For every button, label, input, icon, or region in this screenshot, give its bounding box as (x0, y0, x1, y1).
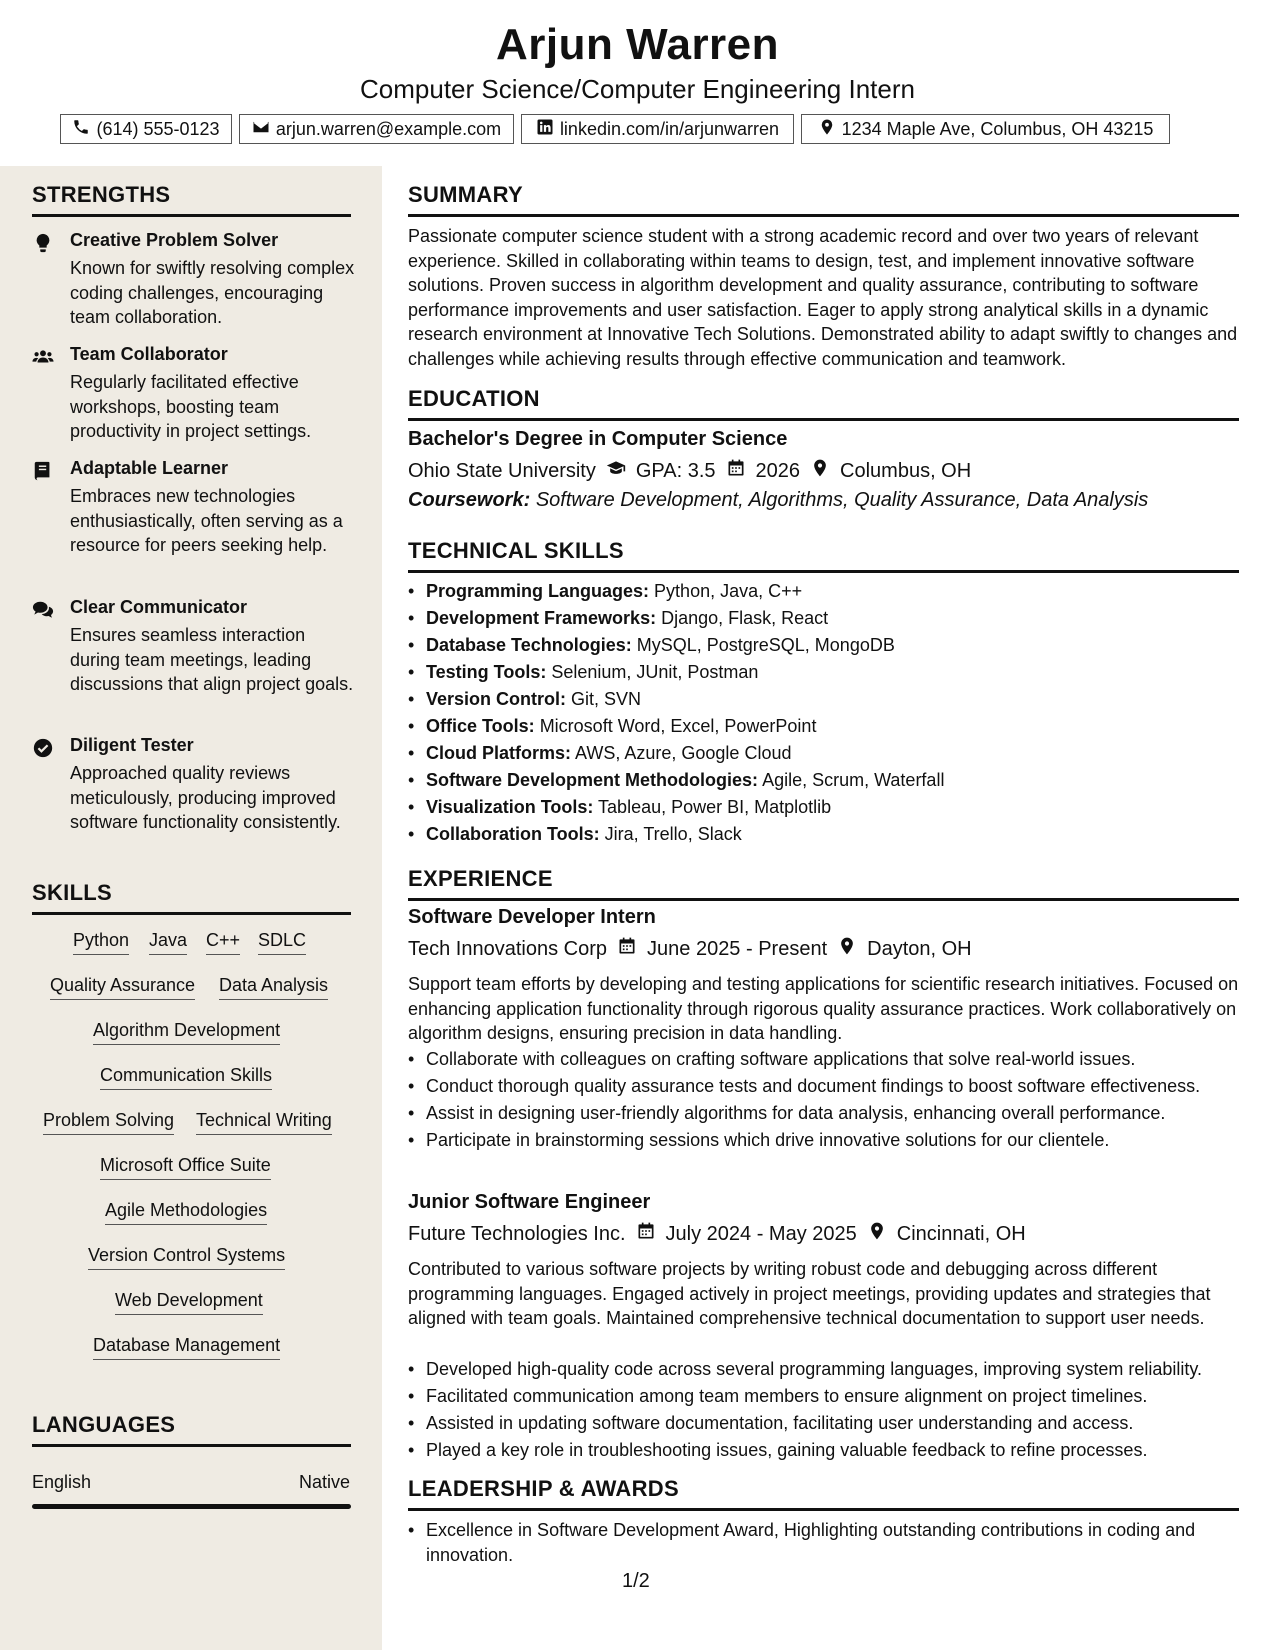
skill-value: Selenium, JUnit, Postman (551, 662, 759, 682)
strength-desc: Ensures seamless interaction during team meetings, leading discussions that align project goals. (70, 625, 354, 694)
skill-value: AWS, Azure, Google Cloud (575, 743, 792, 763)
list-item (408, 633, 1253, 658)
language-level-bar (32, 1504, 351, 1509)
list-item: • Facilitated communication among team members to ensure alignment on project timelines. (408, 1384, 1253, 1409)
education-location: Columbus, OH (840, 459, 972, 482)
skill-chip: Data Analysis (219, 975, 328, 1000)
skills-heading: SKILLS (32, 880, 113, 905)
education-rule (408, 418, 1239, 421)
skills-rule (32, 912, 351, 915)
strength-title: Creative Problem Solver (70, 230, 279, 250)
skill-chip: Agile Methodologies (105, 1200, 267, 1225)
skill-chip: Communication Skills (100, 1065, 272, 1090)
contact-email-text: arjun.warren@example.com (275, 118, 502, 139)
strengths-heading: STRENGTHS (32, 182, 171, 207)
job-description: Support team efforts by developing and testing applications for scientific research initiatives. Focused on enhancing application functionality through rigorous quality assurance practices. Work collaboratively on algorithm designs, ensuring precision in data handling. (408, 974, 1239, 1043)
contact-linkedin[interactable] (521, 114, 794, 144)
experience-rule (408, 898, 1239, 901)
list-item (408, 660, 1253, 685)
job-bullets (408, 1357, 1253, 1465)
strength-title: Clear Communicator (70, 597, 248, 617)
skill-chip: Algorithm Development (93, 1020, 280, 1045)
skill-chip: Java (149, 930, 187, 955)
list-item (408, 741, 1253, 766)
comments-icon (32, 599, 54, 621)
candidate-role: Computer Science/Computer Engineering Intern (360, 74, 915, 104)
skill-chip: Microsoft Office Suite (100, 1155, 271, 1180)
job-meta (408, 1221, 1026, 1247)
skill-chip: Database Management (93, 1335, 280, 1360)
skill-value: Django, Flask, React (661, 608, 829, 628)
contact-bar (60, 114, 1210, 144)
skill-value: Python, Java, C++ (654, 581, 803, 601)
strength-desc: Regularly facilitated effective workshops, boosting team productivity in project settings. (70, 372, 312, 441)
list-item: • Developed high-quality code across several programming languages, improving system reliability. (408, 1357, 1253, 1382)
job-title: Software Developer Intern (408, 906, 656, 928)
gpa: GPA: 3.5 (635, 459, 716, 482)
candidate-name: Arjun Warren (495, 20, 780, 69)
skill-chip: SDLC (258, 930, 306, 955)
skill-label: Version Control: (426, 689, 567, 709)
phone-icon (72, 118, 90, 141)
resume-header (0, 0, 1275, 166)
lightbulb-icon (32, 232, 54, 254)
strength-title: Team Collaborator (70, 344, 228, 364)
book-icon (32, 460, 54, 482)
coursework-line (408, 489, 1148, 512)
skill-label: Collaboration Tools: (426, 824, 600, 844)
list-item (408, 579, 1253, 604)
technical-skills-rule (408, 570, 1239, 573)
list-item: • Participate in brainstorming sessions which drive innovative solutions for our clientele. (408, 1128, 1253, 1153)
calendar-icon (617, 936, 637, 962)
job-dates: July 2024 - May 2025 (665, 1222, 857, 1245)
list-item (408, 822, 1253, 847)
leadership-heading: LEADERSHIP & AWARDS (408, 1476, 679, 1501)
calendar-icon (726, 458, 746, 484)
summary-text: Passionate computer science student with a strong academic record and over two years of relevant experience. Skilled in collaborating within teams to design, test, and implement innovative software solutions. Proven success in algorithm development and quality assurance, contributing to software performance improvements and user satisfaction. Eager to apply strong analytical skills in a dynamic research environment at Innovative Tech Solutions. Demonstrated ability to adapt swiftly to changes and challenges while achieving results through effective communication and teamwork. (408, 226, 1238, 369)
strength-desc: Approached quality reviews meticulously, producing improved software functionality consistently. (70, 763, 341, 832)
skill-label: Development Frameworks: (426, 608, 657, 628)
job-dates: June 2025 - Present (647, 937, 828, 960)
envelope-icon (252, 118, 270, 141)
strength-desc: Embraces new technologies enthusiastically, often serving as a resource for peers seeking help. (70, 486, 343, 555)
skill-value: Tableau, Power BI, Matplotlib (598, 797, 832, 817)
calendar-icon (636, 1221, 656, 1247)
leadership-list (408, 1518, 1253, 1570)
languages-heading: LANGUAGES (32, 1412, 176, 1437)
sidebar (0, 166, 382, 1650)
summary-rule (408, 214, 1239, 217)
technical-skills-list (408, 579, 1253, 849)
contact-address[interactable] (801, 114, 1170, 144)
list-item (408, 768, 1253, 793)
map-pin-icon (837, 936, 857, 962)
list-item (408, 606, 1253, 631)
education-meta (408, 458, 971, 484)
contact-linkedin-text: linkedin.com/in/arjunwarren (559, 118, 780, 139)
list-item: • Assisted in updating software documentation, facilitating user understanding and access. (408, 1411, 1253, 1436)
page-number: 1/2 (622, 1570, 650, 1592)
experience-heading: EXPERIENCE (408, 866, 553, 891)
skill-label: Software Development Methodologies: (426, 770, 759, 790)
contact-address-text: 1234 Maple Ave, Columbus, OH 43215 (841, 118, 1154, 139)
contact-phone[interactable] (60, 114, 232, 144)
list-item: • Excellence in Software Development Award, Highlighting outstanding contributions in coding and innovation. (408, 1518, 1253, 1567)
check-circle-icon (32, 737, 54, 759)
languages-rule (32, 1444, 351, 1447)
skill-label: Visualization Tools: (426, 797, 594, 817)
skill-label: Cloud Platforms: (426, 743, 572, 763)
skill-value: Microsoft Word, Excel, PowerPoint (539, 716, 817, 736)
list-item: • Assist in designing user-friendly algorithms for data analysis, enhancing overall performance. (408, 1101, 1253, 1126)
company-name: Future Technologies Inc. (408, 1222, 626, 1245)
skill-chip: Problem Solving (43, 1110, 174, 1135)
list-item (408, 714, 1253, 739)
skill-value: Agile, Scrum, Waterfall (762, 770, 945, 790)
school-name: Ohio State University (408, 459, 596, 482)
strengths-rule (32, 214, 351, 217)
job-meta (408, 936, 972, 962)
users-icon (32, 346, 54, 368)
language-level: Native (298, 1472, 350, 1492)
skill-label: Database Technologies: (426, 635, 632, 655)
strength-title: Adaptable Learner (70, 458, 229, 478)
degree-title: Bachelor's Degree in Computer Science (408, 428, 788, 450)
job-bullets (408, 1047, 1253, 1155)
skill-value: Git, SVN (571, 689, 642, 709)
skill-chip: C++ (206, 930, 240, 955)
job-location: Cincinnati, OH (896, 1222, 1026, 1245)
technical-skills-heading: TECHNICAL SKILLS (408, 538, 624, 563)
job-title: Junior Software Engineer (408, 1191, 651, 1213)
job-description: Contributed to various software projects by writing robust code and debugging across different programming languages. Engaged actively in project meetings, providing updates and strategies that aligned with team goals. Maintained comprehensive technical documentation to support user needs. (408, 1259, 1211, 1328)
contact-email[interactable] (239, 114, 514, 144)
list-item (408, 795, 1253, 820)
skill-value: Jira, Trello, Slack (604, 824, 742, 844)
skill-chip: Version Control Systems (88, 1245, 285, 1270)
skill-label: Office Tools: (426, 716, 535, 736)
summary-heading: SUMMARY (408, 182, 523, 207)
list-item: • Played a key role in troubleshooting issues, gaining valuable feedback to refine processes. (408, 1438, 1253, 1463)
list-item: • Conduct thorough quality assurance tests and document findings to boost software effectiveness. (408, 1074, 1253, 1099)
skill-chip: Quality Assurance (50, 975, 195, 1000)
education-heading: EDUCATION (408, 386, 540, 411)
strength-title: Diligent Tester (70, 735, 194, 755)
coursework-label: Coursework: (408, 489, 531, 511)
skill-label: Programming Languages: (426, 581, 650, 601)
linkedin-icon (536, 118, 554, 141)
main-content (382, 166, 1275, 1650)
contact-phone-text: (614) 555-0123 (96, 118, 220, 139)
skill-label: Testing Tools: (426, 662, 547, 682)
company-name: Tech Innovations Corp (408, 937, 608, 960)
list-item (408, 687, 1253, 712)
map-pin-icon (818, 118, 836, 141)
map-pin-icon (810, 458, 830, 484)
list-item: • Collaborate with colleagues on crafting software applications that solve real-world issues. (408, 1047, 1253, 1072)
graduation-year: 2026 (755, 459, 801, 482)
graduation-cap-icon (606, 458, 626, 484)
skill-value: MySQL, PostgreSQL, MongoDB (636, 635, 895, 655)
strength-desc: Known for swiftly resolving complex coding challenges, encouraging team collaboration. (70, 258, 355, 327)
skill-chip: Web Development (115, 1290, 263, 1315)
coursework-list: Software Development, Algorithms, Quality Assurance, Data Analysis (535, 489, 1149, 511)
map-pin-icon (867, 1221, 887, 1247)
skill-chip: Python (73, 930, 129, 955)
job-location: Dayton, OH (867, 937, 972, 960)
leadership-rule (408, 1508, 1239, 1511)
language-name: English (32, 1472, 92, 1492)
skill-chip: Technical Writing (196, 1110, 332, 1135)
